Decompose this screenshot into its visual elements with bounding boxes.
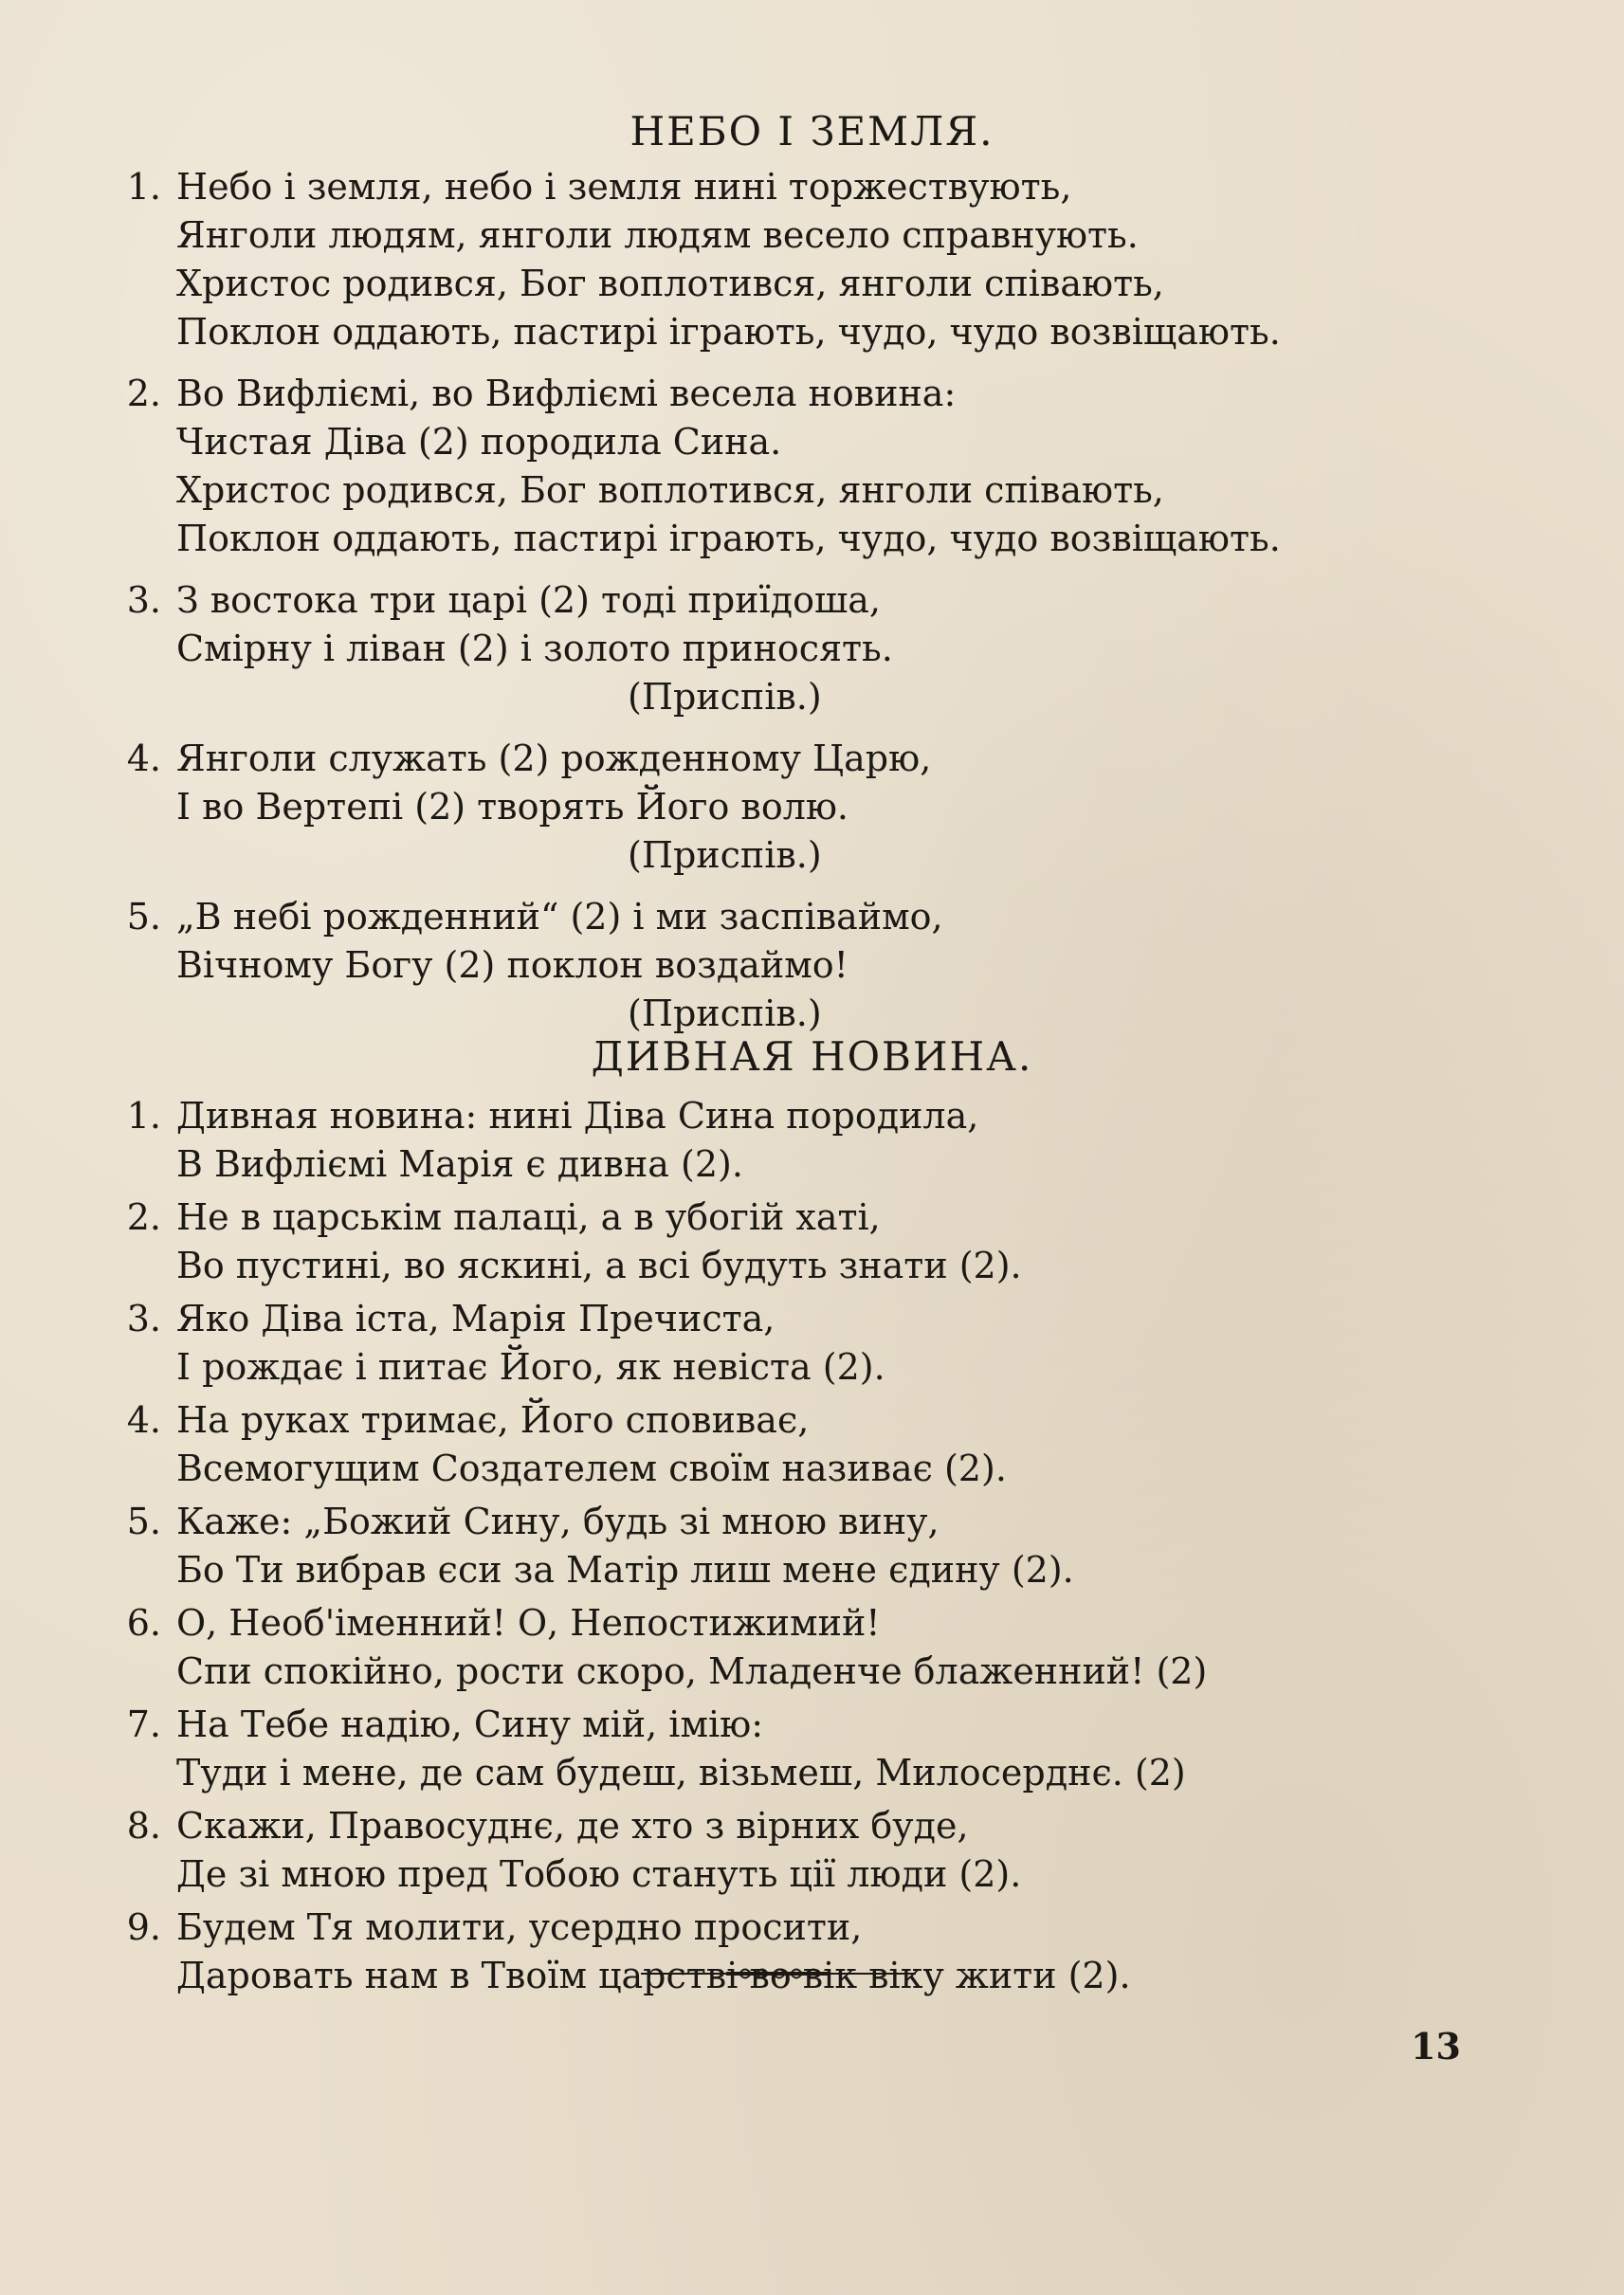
verse [112,163,1515,356]
verse-number: 9. [126,1906,161,1948]
verse-line: В Вифліємі Марія є дивна (2). [176,1143,743,1185]
verse-line: На руках тримає, Його сповиває, [176,1399,810,1441]
verse-line: Спи спокійно, рости скоро, Младенче блаженний! (2) [176,1650,1208,1692]
verse-list [112,163,1515,1051]
verse-number: 1. [126,1095,161,1137]
verse-line: Христос родився, Бог воплотився, янголи співають, [176,263,1164,304]
verse-number: 3. [126,579,161,621]
verse [112,1193,1515,1290]
verse-line: Христос родився, Бог воплотився, янголи співають, [176,469,1164,511]
verse [112,1903,1515,2000]
verse-line: Смірну і ліван (2) і золото приносять. [176,628,893,669]
verse-number: 1. [126,166,161,208]
verse [112,576,1515,721]
verse-line: Чистая Діва (2) породила Сина. [176,421,782,463]
verse-line: Янголи людям, янголи людям весело справнують. [176,214,1139,256]
verse-number: 2. [126,373,161,414]
verse-line: Во Вифліємі, во Вифліємі весела новина: [176,373,957,414]
verse-line: Вічному Богу (2) поклон воздаймо! [176,944,848,986]
verse [112,1396,1515,1493]
verse-number: 7. [126,1703,161,1745]
verse-line: Поклон оддають, пастирі іграють, чудо, чудо возвіщають. [176,311,1281,353]
verse [112,893,1515,1038]
verse [112,1092,1515,1189]
verse-list [112,1092,1515,2005]
ornament-divider [641,1962,916,1985]
refrain-marker: (Приспів.) [628,676,822,718]
verse-line: Скажи, Правосуднє, де хто з вірних буде, [176,1805,969,1847]
verse-line: Дивная новина: нині Діва Сина породила, [176,1095,979,1137]
verse-line: На Тебе надію, Сину мій, імію: [176,1703,764,1745]
refrain-marker: (Приспів.) [628,834,822,876]
verse [112,1701,1515,1797]
verse-number: 5. [126,896,161,938]
verse-line: І рождає і питає Його, як невіста (2). [176,1346,885,1388]
verse-number: 8. [126,1805,161,1847]
verse-line: Де зі мною пред Тобою стануть ції люди (2). [176,1853,1022,1895]
verse-number: 3. [126,1298,161,1339]
verse-number: 4. [126,1399,161,1441]
verse-line: З востока три царі (2) тоді приїдоша, [176,579,882,621]
verse [112,735,1515,880]
verse-number: 4. [126,738,161,779]
verse [112,370,1515,563]
verse-number: 2. [126,1196,161,1238]
verse-line: Всемогущим Создателем своїм називає (2). [176,1448,1007,1489]
song-title: ДИВНАЯ НОВИНА. [591,1033,1033,1080]
verse-line: І во Вертепі (2) творять Його волю. [176,786,848,828]
verse [112,1498,1515,1594]
verse [112,1599,1515,1696]
verse-number: 6. [126,1602,161,1644]
verse-line: Туди і мене, де сам будеш, візьмеш, Милосерднє. (2) [176,1752,1186,1794]
verse-number: 5. [126,1501,161,1542]
verse-line: Яко Діва іста, Марія Пречиста, [176,1298,776,1339]
verse-line: Будем Тя молити, усердно просити, [176,1906,863,1948]
verse-line: Небо і земля, небо і земля нині торжествують, [176,166,1072,208]
verse-line: Поклон оддають, пастирі іграють, чудо, чудо возвіщають. [176,518,1281,559]
refrain-marker: (Приспів.) [628,993,822,1034]
verse-line: О, Необ'іменний! О, Непостижимий! [176,1602,881,1644]
verse-line: „В небі рожденний“ (2) і ми заспіваймо, [176,896,943,938]
verse-line: Янголи служать (2) рожденному Царю, [176,738,932,779]
page-number: 13 [1411,2025,1461,2067]
verse-line: Во пустині, во яскині, а всі будуть знати (2). [176,1245,1022,1286]
verse [112,1295,1515,1392]
verse-line: Даровать нам в Твоїм царстві во вік віку жити (2). [176,1955,1131,1996]
verse-line: Каже: „Божий Сину, будь зі мною вину, [176,1501,940,1542]
verse-line: Бо Ти вибрав єси за Матір лиш мене єдину (2). [176,1549,1074,1591]
verse-line: Не в царськім палаці, а в убогій хаті, [176,1196,881,1238]
song-title: НЕБО І ЗЕМЛЯ. [630,108,994,155]
verse [112,1802,1515,1899]
